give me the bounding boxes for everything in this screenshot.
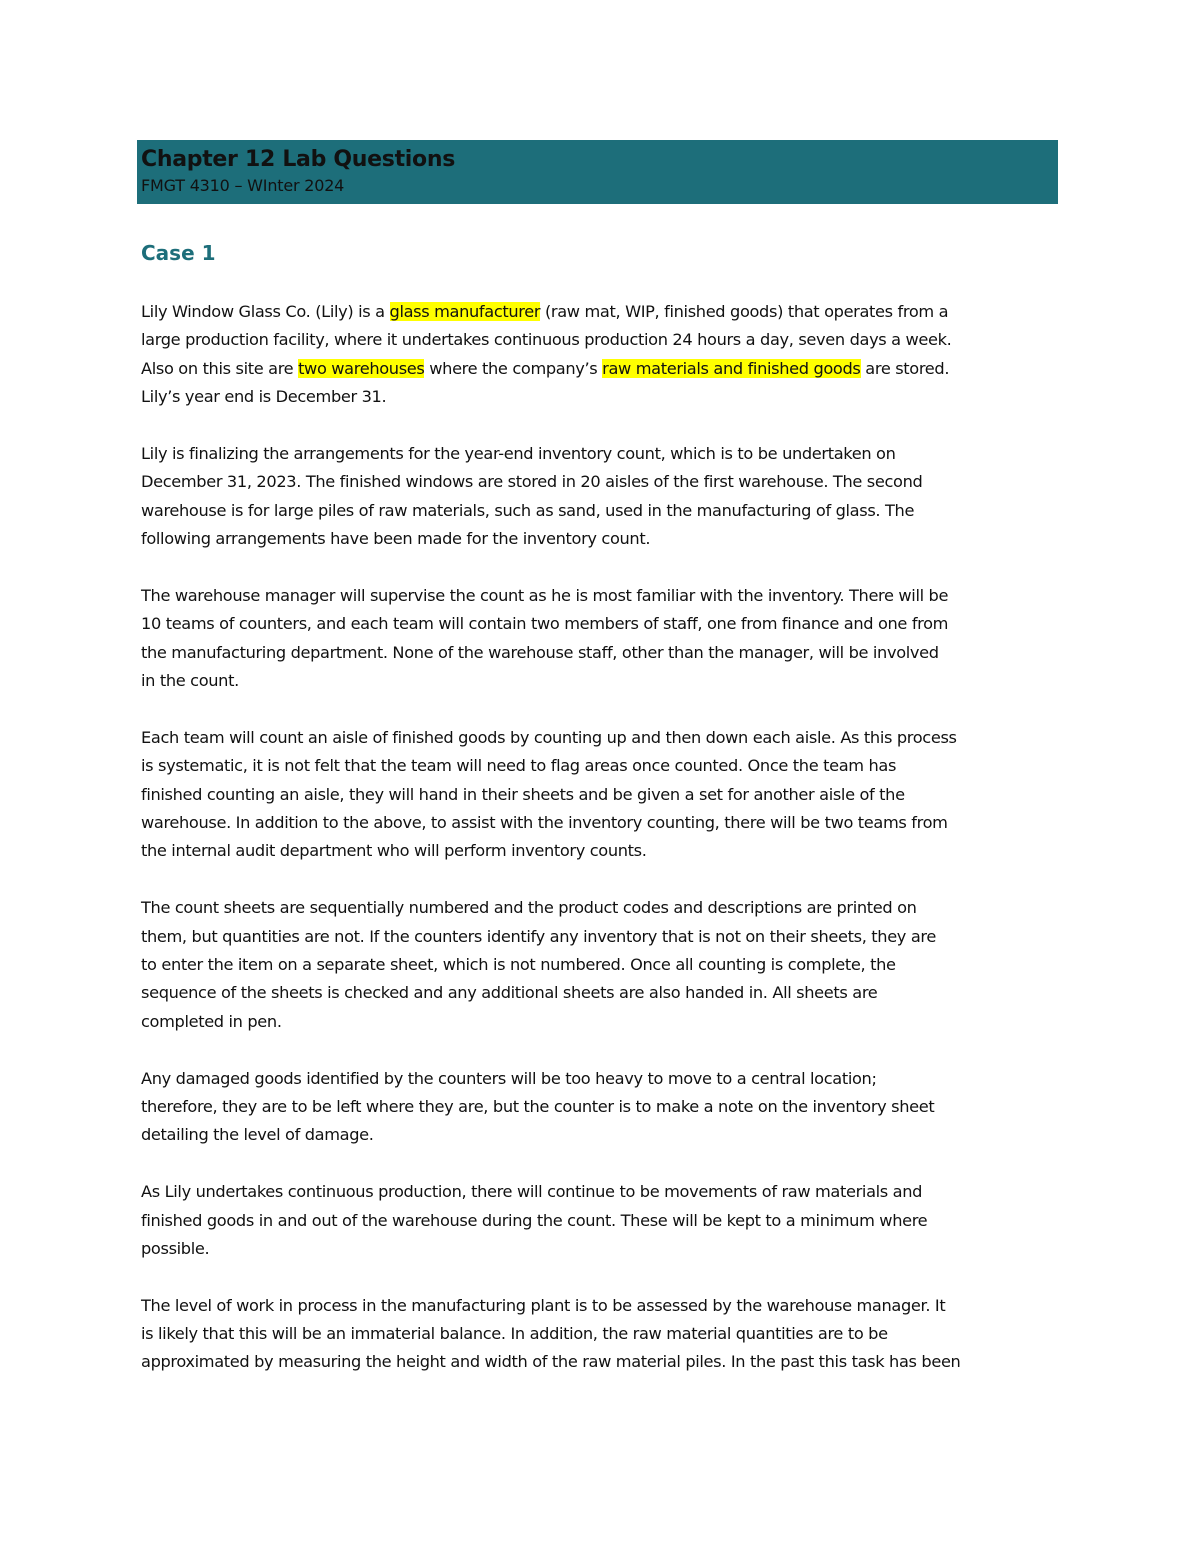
paragraph <box>141 1178 1056 1263</box>
text-line <box>141 497 1056 525</box>
text-line <box>141 1178 1056 1206</box>
text-line <box>141 326 1056 354</box>
text-line <box>141 809 1056 837</box>
text-line <box>141 1320 1056 1348</box>
highlighted-text: glass manufacturer <box>389 302 541 321</box>
text-line <box>141 979 1056 1007</box>
text-segment: following arrangements have been made for the inventory count. <box>141 529 651 549</box>
text-line <box>141 468 1056 496</box>
text-segment: where the company’s <box>424 358 603 378</box>
paragraph <box>141 1292 1056 1377</box>
text-segment: them, but quantities are not. If the counters identify any inventory that is not on their sheets, they are <box>141 926 936 946</box>
text-segment: approximated by measuring the height and width of the raw material piles. In the past this task has been <box>141 1352 961 1372</box>
text-segment: warehouse. In addition to the above, to assist with the inventory counting, there will be two teams from <box>141 813 948 833</box>
text-line <box>141 1065 1056 1093</box>
text-line <box>141 440 1056 468</box>
text-segment: is systematic, it is not felt that the team will need to flag areas once counted. Once the team has <box>141 756 897 776</box>
text-line <box>141 923 1056 951</box>
text-segment: The count sheets are sequentially numbered and the product codes and descriptions are printed on <box>141 898 917 918</box>
paragraph <box>141 724 1056 866</box>
text-segment: finished goods in and out of the warehouse during the count. These will be kept to a minimum where <box>141 1210 928 1230</box>
text-line <box>141 1292 1056 1320</box>
text-segment: sequence of the sheets is checked and any additional sheets are also handed in. All sheets are <box>141 983 878 1003</box>
paragraph <box>141 894 1056 1036</box>
text-line <box>141 894 1056 922</box>
text-segment: As Lily undertakes continuous production, there will continue to be movements of raw materials and <box>141 1182 923 1202</box>
text-line <box>141 582 1056 610</box>
text-segment: detailing the level of damage. <box>141 1125 374 1145</box>
case-body <box>141 298 1056 1405</box>
highlighted-text: raw materials and finished goods <box>602 358 861 378</box>
text-line <box>141 298 1056 326</box>
text-segment: Any damaged goods identified by the counters will be too heavy to move to a central location; <box>141 1068 877 1088</box>
paragraph <box>141 298 1056 412</box>
text-segment: The warehouse manager will supervise the count as he is most familiar with the inventory. There will be <box>141 585 949 605</box>
title-banner <box>137 140 1058 204</box>
text-segment: are stored. <box>860 358 950 378</box>
text-segment: in the count. <box>141 671 239 691</box>
text-segment: Lily Window Glass Co. (Lily) is a <box>141 302 390 321</box>
text-line <box>141 383 1056 411</box>
text-segment: December 31, 2023. The finished windows are stored in 20 aisles of the first warehouse. The second <box>141 472 923 492</box>
text-segment: the internal audit department who will perform inventory counts. <box>141 841 647 861</box>
text-segment: 10 teams of counters, and each team will contain two members of staff, one from finance and one from <box>141 614 949 634</box>
paragraph <box>141 440 1056 554</box>
document-title: Chapter 12 Lab Questions <box>141 147 456 172</box>
text-line <box>141 1348 1056 1376</box>
text-segment: Also on this site are <box>141 358 299 378</box>
text-segment: completed in pen. <box>141 1011 282 1031</box>
highlighted-text: two warehouses <box>298 358 425 378</box>
text-segment: (raw mat, WIP, finished goods) that operates from a <box>540 302 949 321</box>
text-line <box>141 781 1056 809</box>
text-line <box>141 639 1056 667</box>
text-segment: therefore, they are to be left where they are, but the counter is to make a note on the inventory sheet <box>141 1096 935 1116</box>
text-line <box>141 525 1056 553</box>
text-segment: Lily’s year end is December 31. <box>141 387 387 407</box>
text-line <box>141 355 1056 383</box>
text-line <box>141 610 1056 638</box>
document-subtitle: FMGT 4310 – WInter 2024 <box>141 176 345 195</box>
text-segment: Lily is finalizing the arrangements for the year-end inventory count, which is to be undertaken on <box>141 443 896 463</box>
text-segment: the manufacturing department. None of the warehouse staff, other than the manager, will be involved <box>141 642 939 662</box>
paragraph <box>141 582 1056 696</box>
text-line <box>141 724 1056 752</box>
text-line <box>141 1235 1056 1263</box>
text-segment: warehouse is for large piles of raw materials, such as sand, used in the manufacturing of glass. The <box>141 500 915 520</box>
paragraph <box>141 1065 1056 1150</box>
text-line <box>141 951 1056 979</box>
text-line <box>141 1093 1056 1121</box>
text-segment: possible. <box>141 1238 210 1258</box>
text-segment: Each team will count an aisle of finished goods by counting up and then down each aisle. As this process <box>141 727 957 747</box>
text-segment: finished counting an aisle, they will hand in their sheets and be given a set for another aisle of the <box>141 784 905 804</box>
text-line <box>141 1121 1056 1149</box>
text-line <box>141 837 1056 865</box>
text-line <box>141 1207 1056 1235</box>
text-segment: to enter the item on a separate sheet, which is not numbered. Once all counting is complete, the <box>141 954 896 974</box>
text-segment: large production facility, where it undertakes continuous production 24 hours a day, seven days a week. <box>141 330 952 350</box>
text-segment: The level of work in process in the manufacturing plant is to be assessed by the warehouse manager. It <box>141 1295 946 1315</box>
text-line <box>141 752 1056 780</box>
case-heading: Case 1 <box>141 241 216 265</box>
text-line <box>141 667 1056 695</box>
text-segment: is likely that this will be an immaterial balance. In addition, the raw material quantities are to be <box>141 1324 888 1344</box>
text-line <box>141 1008 1056 1036</box>
